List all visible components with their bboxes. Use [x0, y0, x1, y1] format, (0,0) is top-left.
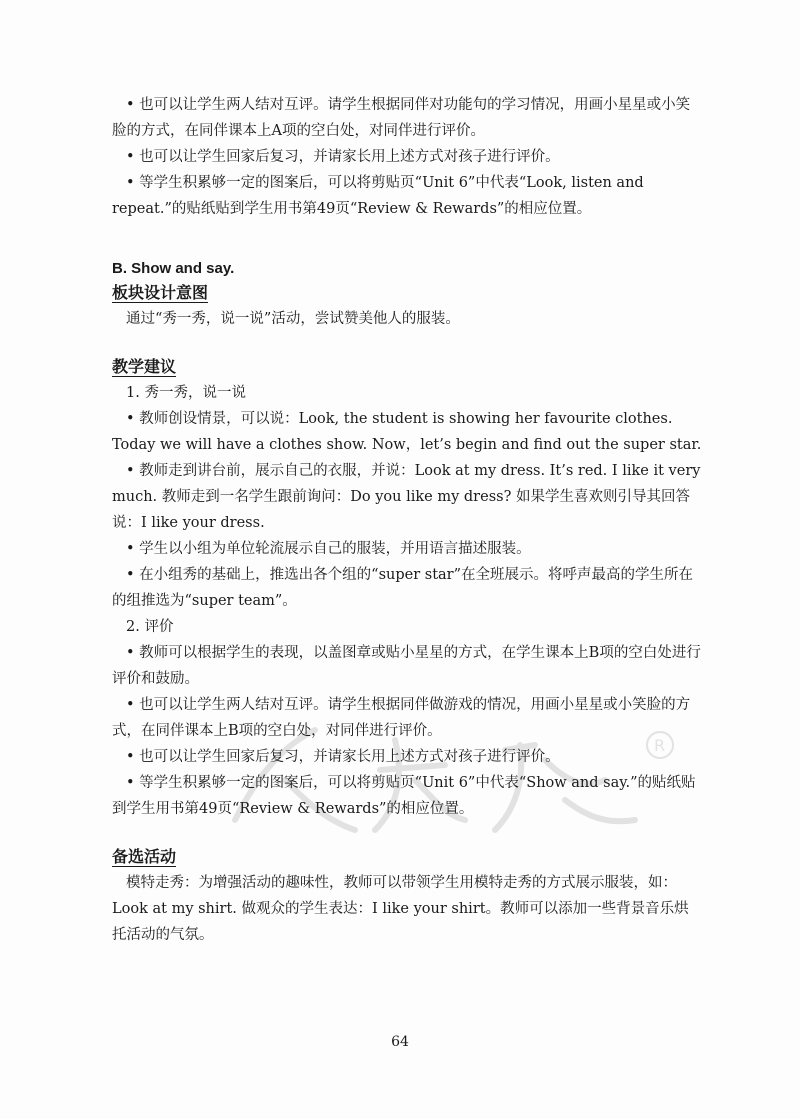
section-a-bullet-1: • 也可以让学生两人结对互评。请学生根据同伴对功能句的学习情况，用画小星星或小笑脸的方式，在同伴课本上A项的空白处，对同伴进行评价。 — [112, 97, 691, 139]
item-2-bullet-2: • 也可以让学生两人结对互评。请学生根据同伴做游戏的情况，用画小星星或小笑脸的方式，在同伴课本上B项的空白处，对同伴进行评价。 — [112, 697, 691, 739]
svg-text:R: R — [654, 736, 666, 755]
design-intent-text: 通过“秀一秀，说一说”活动，尝试赞美他人的服装。 — [126, 311, 460, 327]
item-1-bullet-2: • 教师走到讲台前，展示自己的衣服，并说：Look at my dress. It’s red. I like it very much. 教师走到一名学生跟前询问：Do you like my dress? 如果学生喜欢则引导其回答说：I like your dress. — [112, 463, 701, 531]
design-intent-heading: 板块设计意图 — [112, 283, 209, 302]
main-content — [112, 92, 702, 948]
teaching-suggestions-heading: 教学建议 — [112, 357, 177, 376]
section-a-bullet-2: • 也可以让学生回家后复习，并请家长用上述方式对孩子进行评价。 — [126, 149, 560, 165]
item-1-title: 1. 秀一秀，说一说 — [126, 385, 246, 401]
item-2-title: 2. 评价 — [126, 619, 174, 635]
item-2-bullet-3: • 也可以让学生回家后复习，并请家长用上述方式对孩子进行评价。 — [126, 749, 560, 765]
item-2-bullet-4: • 等学生积累够一定的图案后，可以将剪贴页“Unit 6”中代表“Show and say.”的贴纸贴到学生用书第49页“Review & Rewards”的相应位置。 — [112, 775, 696, 817]
section-a-bullet-3: • 等学生积累够一定的图案后，可以将剪贴页“Unit 6”中代表“Look, listen and repeat.”的贴纸贴到学生用书第49页“Review & Rewards”的相应位置。 — [112, 175, 644, 217]
item-1-bullet-4: • 在小组秀的基础上，推选出各个组的“super star”在全班展示。将呼声最高的学生所在的组推选为“super team”。 — [112, 567, 694, 609]
optional-activity-text: 模特走秀：为增强活动的趣味性，教师可以带领学生用模特走秀的方式展示服装，如：Look at my shirt. 做观众的学生表达：I like your shirt。教师可以添加一些背景音乐烘托活动的气氛。 — [112, 875, 689, 943]
section-b-title: B. Show and say. — [112, 260, 235, 277]
item-1-bullet-3: • 学生以小组为单位轮流展示自己的服装，并用语言描述服装。 — [126, 541, 531, 557]
page-number: 64 — [391, 1034, 409, 1050]
item-2-bullet-1: • 教师可以根据学生的表现，以盖图章或贴小星星的方式，在学生课本上B项的空白处进行评价和鼓励。 — [112, 645, 701, 687]
item-1-bullet-1: • 教师创设情景，可以说：Look, the student is showing her favourite clothes. Today we will have a clothes show. Now，let’s begin and find out the super star. — [112, 411, 702, 453]
optional-activity-heading: 备选活动 — [112, 847, 177, 866]
